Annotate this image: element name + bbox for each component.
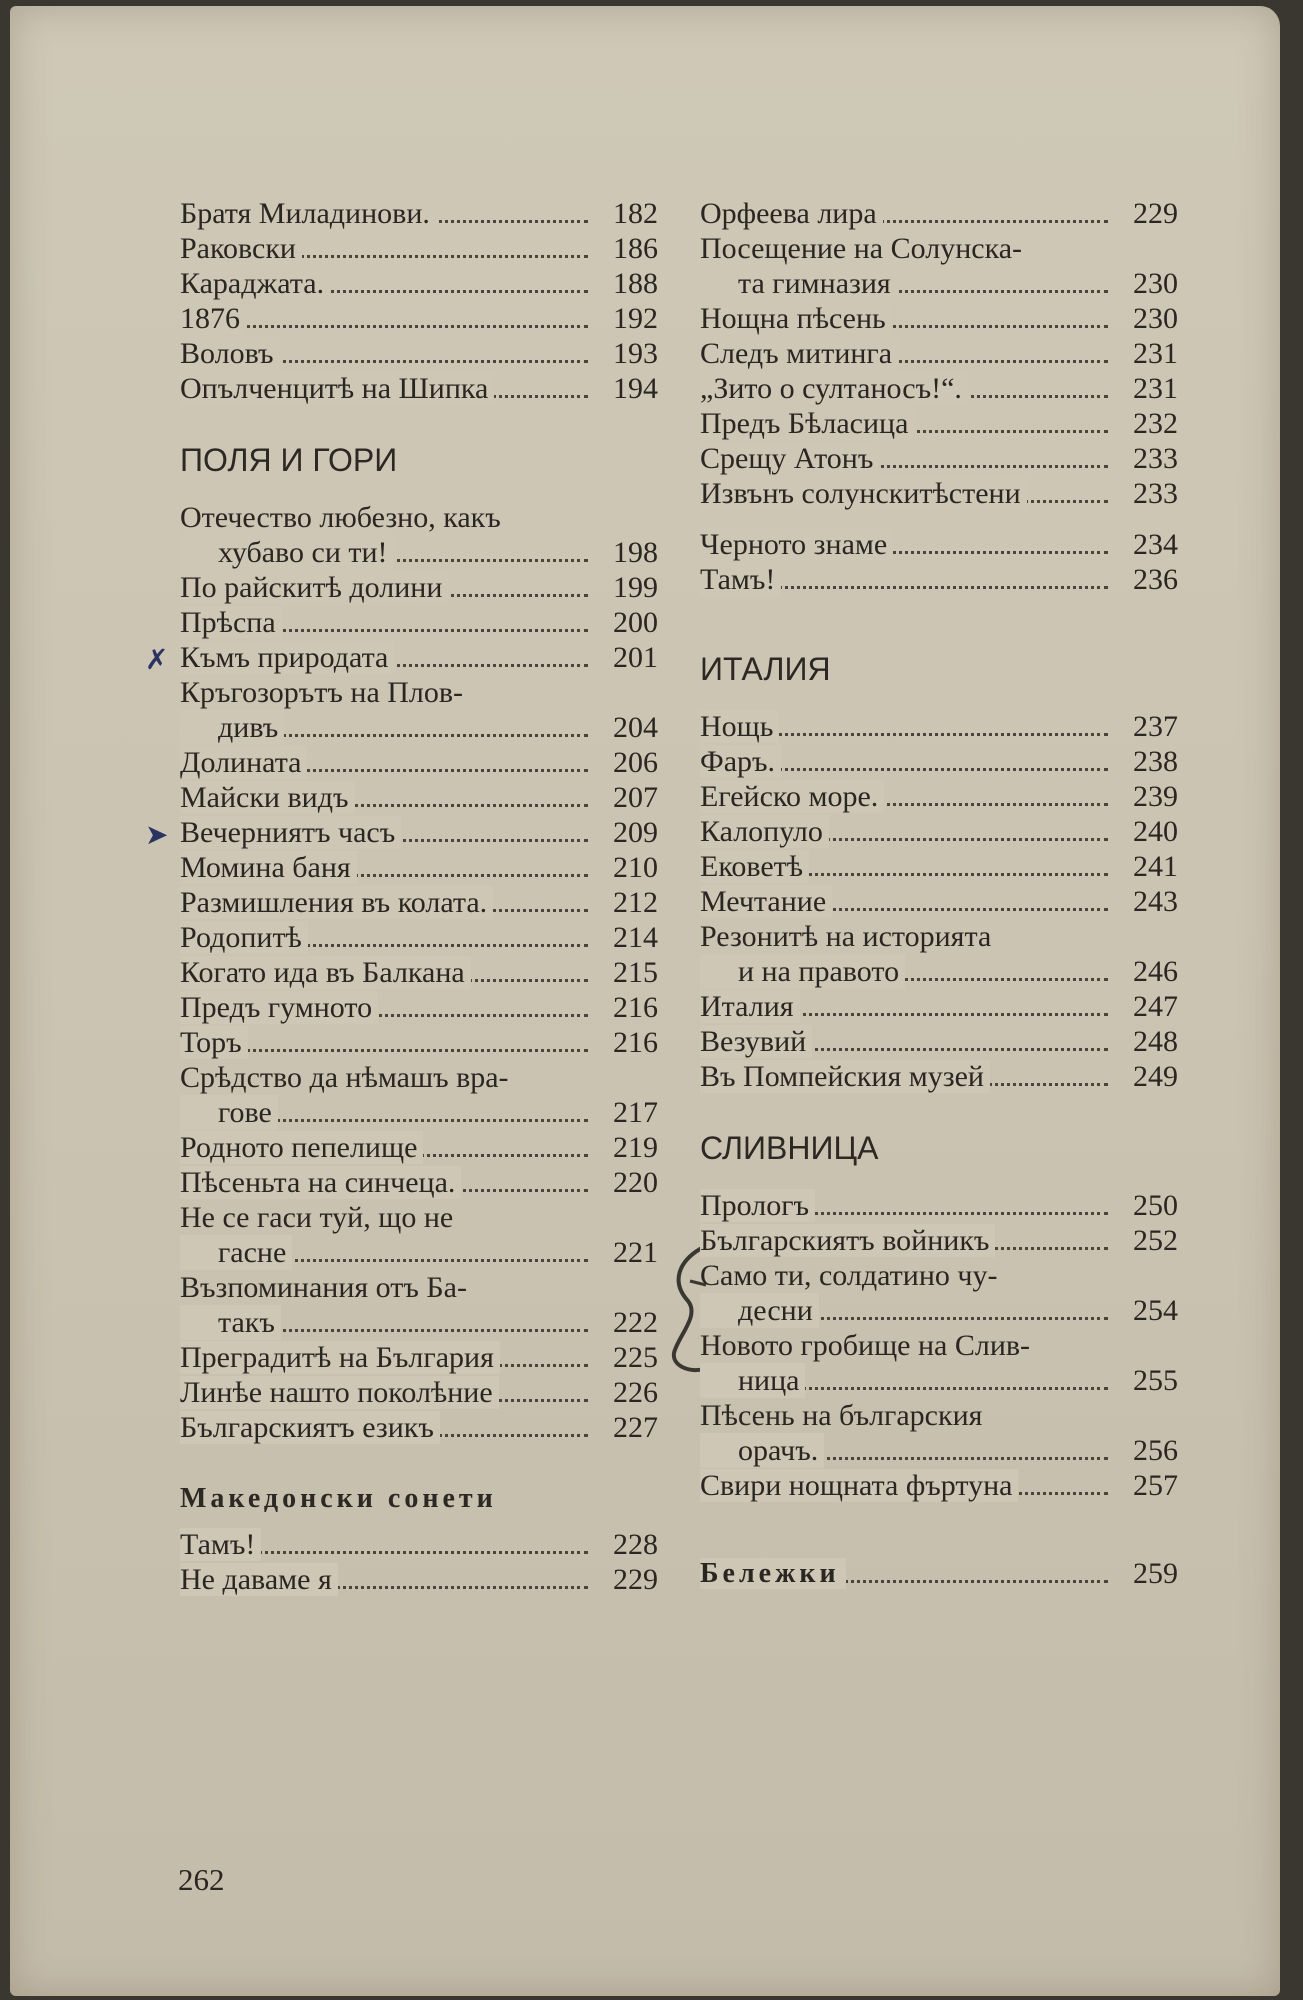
toc-entry-title: Предъ Бѣласица <box>700 407 914 440</box>
toc-entry-title: Опълченцитѣ на Шипка <box>180 372 494 405</box>
sonnets-entries <box>180 1527 658 1597</box>
toc-entry-page: 182 <box>613 197 658 230</box>
toc-entry <box>180 955 658 990</box>
toc-entry <box>180 990 658 1025</box>
notes-entry <box>700 1555 1178 1591</box>
toc-entry <box>180 500 658 570</box>
toc-entry-page: 206 <box>613 746 658 779</box>
toc-entry <box>700 562 1178 597</box>
toc-entry-title: Нощь <box>700 710 779 743</box>
toc-entry-page: 237 <box>1133 710 1178 743</box>
toc-entry-page: 212 <box>613 886 658 919</box>
toc-entry-title: Вечерниятъ часъ <box>180 816 401 849</box>
toc-entry-title: Тамъ! <box>180 1528 261 1561</box>
toc-entry-title-continued: хубаво си ти! <box>180 535 394 570</box>
toc-entry <box>700 1024 1178 1059</box>
toc-entry-title: Кръгозорътъ на Плов- <box>180 676 464 709</box>
toc-entry-page: 222 <box>613 1306 658 1339</box>
toc-entry <box>700 1468 1178 1503</box>
toc-entry-title-continued: десни <box>700 1293 819 1328</box>
toc-entry-title: Майски видъ <box>180 781 355 814</box>
section-heading-italy: ИТАЛИЯ <box>700 651 831 687</box>
toc-entry-page: 216 <box>613 1026 658 1059</box>
toc-entry-title: Само ти, солдатино чу- <box>700 1259 998 1292</box>
arrow-mark-icon: ➤ <box>145 818 169 851</box>
toc-entry <box>180 301 658 336</box>
toc-entry-title: Не се гаси туй, що не <box>180 1201 454 1234</box>
toc-entry <box>700 196 1178 231</box>
toc-entry <box>180 605 658 640</box>
toc-entry-page: 250 <box>1133 1189 1178 1222</box>
toc-entry <box>180 920 658 955</box>
toc-entry-page: 199 <box>613 571 658 604</box>
toc-entry-page: 215 <box>613 956 658 989</box>
toc-entry <box>180 266 658 301</box>
toc-entry-title: Мечтание <box>700 885 832 918</box>
toc-entry-title-continued: гове <box>180 1095 278 1130</box>
toc-entry <box>700 476 1178 511</box>
toc-entry <box>700 301 1178 336</box>
book-page <box>10 6 1280 1996</box>
toc-entry <box>700 849 1178 884</box>
toc-entry <box>700 406 1178 441</box>
toc-entry-title-continued: и на правото <box>700 954 905 989</box>
toc-entry-page: 188 <box>613 267 658 300</box>
page-number: 262 <box>178 1862 225 1897</box>
toc-entry <box>180 1270 658 1340</box>
toc-entry-title: Следъ митинга <box>700 337 898 370</box>
section-heading-fields: ПОЛЯ И ГОРИ <box>180 442 398 478</box>
toc-entry-title: Новото гробище на Слив- <box>700 1329 1031 1362</box>
toc-entry <box>180 1410 658 1445</box>
toc-entry <box>180 570 658 605</box>
toc-entry-title: Ековетѣ <box>700 850 809 883</box>
toc-entry-page: 200 <box>613 606 658 639</box>
toc-entry-page: 228 <box>613 1528 658 1561</box>
toc-entry <box>180 231 658 266</box>
right-mid-entries <box>700 527 1178 597</box>
toc-entry-title: Пѣсеньта на синчеца. <box>180 1166 461 1199</box>
toc-entry <box>180 815 658 850</box>
toc-entry-title: Воловъ <box>180 337 280 370</box>
toc-entry-page: 234 <box>1133 528 1178 561</box>
toc-entry-page: 207 <box>613 781 658 814</box>
toc-right-column <box>700 196 1178 1591</box>
toc-entry <box>700 1398 1178 1468</box>
toc-entry <box>700 1059 1178 1094</box>
toc-entry <box>180 371 658 406</box>
toc-entry-title: Егейско море. <box>700 780 884 813</box>
toc-entry-title: Къмъ природата <box>180 641 394 674</box>
toc-entry-title: Везувий <box>700 1025 812 1058</box>
toc-entry-page: 252 <box>1133 1224 1178 1257</box>
toc-entry-title: По райскитѣ долини <box>180 571 448 604</box>
toc-entry <box>180 196 658 231</box>
toc-entry-title: Размишления въ колата. <box>180 886 493 919</box>
toc-entry-title: 1876 <box>180 302 246 335</box>
left-top-entries <box>180 196 658 406</box>
toc-entry <box>180 336 658 371</box>
toc-entry <box>180 850 658 885</box>
check-mark-icon: ✗ <box>145 643 169 676</box>
toc-entry-title: Не даваме я <box>180 1563 338 1596</box>
toc-entry <box>700 779 1178 814</box>
toc-entry-page: 194 <box>613 372 658 405</box>
toc-entry-title: Посещение на Солунска- <box>700 232 1023 265</box>
toc-entry <box>700 441 1178 476</box>
toc-entry-title: Орфеева лира <box>700 197 883 230</box>
toc-entry-page: 221 <box>613 1236 658 1269</box>
toc-entry-title: Извънъ солунскитѣстени <box>700 477 1027 510</box>
toc-entry-page: 255 <box>1133 1364 1178 1397</box>
toc-entry <box>700 744 1178 779</box>
toc-entry <box>700 1258 1178 1328</box>
toc-entry-page: 210 <box>613 851 658 884</box>
toc-entry <box>180 1025 658 1060</box>
toc-entry-page: 243 <box>1133 885 1178 918</box>
toc-entry-title: Нощна пѣсень <box>700 302 892 335</box>
toc-entry-page: 229 <box>613 1563 658 1596</box>
toc-entry-title-continued: дивъ <box>180 710 284 745</box>
toc-entry-title: Отечество любезно, какъ <box>180 501 501 534</box>
toc-entry-title: Тамъ! <box>700 563 781 596</box>
toc-entry-page: 233 <box>1133 477 1178 510</box>
toc-entry-title: Раковски <box>180 232 302 265</box>
toc-entry-page: 230 <box>1133 302 1178 335</box>
toc-entry: Бележки 259 <box>700 1557 1178 1590</box>
toc-entry-page: 229 <box>1133 197 1178 230</box>
toc-entry-page: 193 <box>613 337 658 370</box>
toc-entry <box>180 1200 658 1270</box>
toc-entry-page: 220 <box>613 1166 658 1199</box>
toc-entry <box>700 884 1178 919</box>
toc-entry-page: 186 <box>613 232 658 265</box>
toc-entry-title-continued: орачъ. <box>700 1433 824 1468</box>
section-heading-sonnets: Македонски сонети <box>180 1483 497 1514</box>
right-top-entries <box>700 196 1178 511</box>
toc-entry-page: 216 <box>613 991 658 1024</box>
toc-entry <box>700 814 1178 849</box>
toc-entry <box>180 1527 658 1562</box>
toc-entry-title: Родопитѣ <box>180 921 308 954</box>
toc-entry-page: 256 <box>1133 1434 1178 1467</box>
toc-entry-title-continued: ница <box>700 1363 805 1398</box>
toc-entry-page: 239 <box>1133 780 1178 813</box>
toc-entry <box>700 336 1178 371</box>
toc-entry <box>180 1165 658 1200</box>
toc-entry-title-continued: та гимназия <box>700 266 897 301</box>
toc-entry-page: 192 <box>613 302 658 335</box>
toc-entry <box>180 640 658 675</box>
toc-entry-title: Преградитѣ на България <box>180 1341 500 1374</box>
italy-entries <box>700 709 1178 1094</box>
toc-entry <box>700 371 1178 406</box>
toc-entry-title: Когато ида въ Балкана <box>180 956 471 989</box>
toc-entry-title: Италия <box>700 990 800 1023</box>
toc-entry-page: 231 <box>1133 337 1178 370</box>
toc-entry-page: 249 <box>1133 1060 1178 1093</box>
toc-entry-page: 227 <box>613 1411 658 1444</box>
toc-entry-title-continued: такъ <box>180 1305 281 1340</box>
toc-entry <box>700 1188 1178 1223</box>
toc-entry-title-continued: гасне <box>180 1235 292 1270</box>
toc-entry-title: Торъ <box>180 1026 248 1059</box>
toc-entry-title: Пѣсень на българския <box>700 1399 983 1432</box>
toc-entry-title: Прѣспа <box>180 606 282 639</box>
toc-entry-page: 204 <box>613 711 658 744</box>
toc-entry-page: 246 <box>1133 955 1178 988</box>
toc-entry-title: Фаръ. <box>700 745 781 778</box>
toc-entry-page: 240 <box>1133 815 1178 848</box>
toc-entry <box>180 1340 658 1375</box>
toc-entry <box>700 1223 1178 1258</box>
section-heading-slivnitsa: СЛИВНИЦА <box>700 1130 879 1166</box>
toc-entry-title: Калопуло <box>700 815 829 848</box>
toc-entry-title: Караджата. <box>180 267 330 300</box>
toc-entry-page: 232 <box>1133 407 1178 440</box>
toc-entry-page: 219 <box>613 1131 658 1164</box>
toc-entry-title: Родното пепелище <box>180 1131 423 1164</box>
toc-left-column <box>180 196 658 1597</box>
toc-entry <box>700 709 1178 744</box>
toc-entry-title: Срѣдство да нѣмашъ вра- <box>180 1061 509 1094</box>
toc-entry-page: 230 <box>1133 267 1178 300</box>
toc-entry-title: Българскиятъ езикъ <box>180 1411 440 1444</box>
toc-entry-title: Срещу Атонъ <box>700 442 879 475</box>
toc-entry-page: 248 <box>1133 1025 1178 1058</box>
toc-entry <box>180 1130 658 1165</box>
toc-entry-page: 198 <box>613 536 658 569</box>
toc-entry-page: 238 <box>1133 745 1178 778</box>
toc-entry-page: 209 <box>613 816 658 849</box>
toc-entry-page: 257 <box>1133 1469 1178 1502</box>
toc-entry <box>700 989 1178 1024</box>
toc-entry-page: 236 <box>1133 563 1178 596</box>
toc-entry-title: Долината <box>180 746 307 779</box>
toc-entry-page: 254 <box>1133 1294 1178 1327</box>
toc-entry-title: Момина баня <box>180 851 357 884</box>
toc-entry-title: Въ Помпейския музей <box>700 1060 990 1093</box>
toc-entry <box>180 745 658 780</box>
toc-entry <box>180 675 658 745</box>
toc-entry <box>180 1060 658 1130</box>
toc-entry-page: 201 <box>613 641 658 674</box>
toc-entry-page: 225 <box>613 1341 658 1374</box>
toc-entry-title: Линѣе нашто поколѣние <box>180 1376 499 1409</box>
toc-entry-title: Възпоминания отъ Ба- <box>180 1271 467 1304</box>
toc-entry-title: Братя Миладинови. <box>180 197 436 230</box>
toc-entry-page: 217 <box>613 1096 658 1129</box>
slivnitsa-entries <box>700 1188 1178 1503</box>
toc-entry <box>180 1562 658 1597</box>
toc-entry <box>700 527 1178 562</box>
toc-entry-title: Българскиятъ войникъ <box>700 1224 995 1257</box>
toc-entry <box>180 885 658 920</box>
toc-entry <box>700 1328 1178 1398</box>
toc-entry-title: „Зито о султаносъ!“. <box>700 372 968 405</box>
fields-entries <box>180 500 658 1445</box>
toc-entry-page: 214 <box>613 921 658 954</box>
toc-entry-page: 241 <box>1133 850 1178 883</box>
toc-entry <box>700 919 1178 989</box>
toc-entry-page: 226 <box>613 1376 658 1409</box>
toc-entry-page: 247 <box>1133 990 1178 1023</box>
toc-entry-title: Свири нощната фъртуна <box>700 1469 1018 1502</box>
toc-entry <box>180 1375 658 1410</box>
toc-entry-title: Черното знаме <box>700 528 893 561</box>
toc-entry-page: 231 <box>1133 372 1178 405</box>
toc-entry <box>700 231 1178 301</box>
toc-entry-page: 233 <box>1133 442 1178 475</box>
toc-entry-title: Прологъ <box>700 1189 815 1222</box>
toc-entry-title: Резонитѣ на историята <box>700 920 992 953</box>
toc-entry <box>180 780 658 815</box>
toc-entry-title: Предъ гумното <box>180 991 378 1024</box>
